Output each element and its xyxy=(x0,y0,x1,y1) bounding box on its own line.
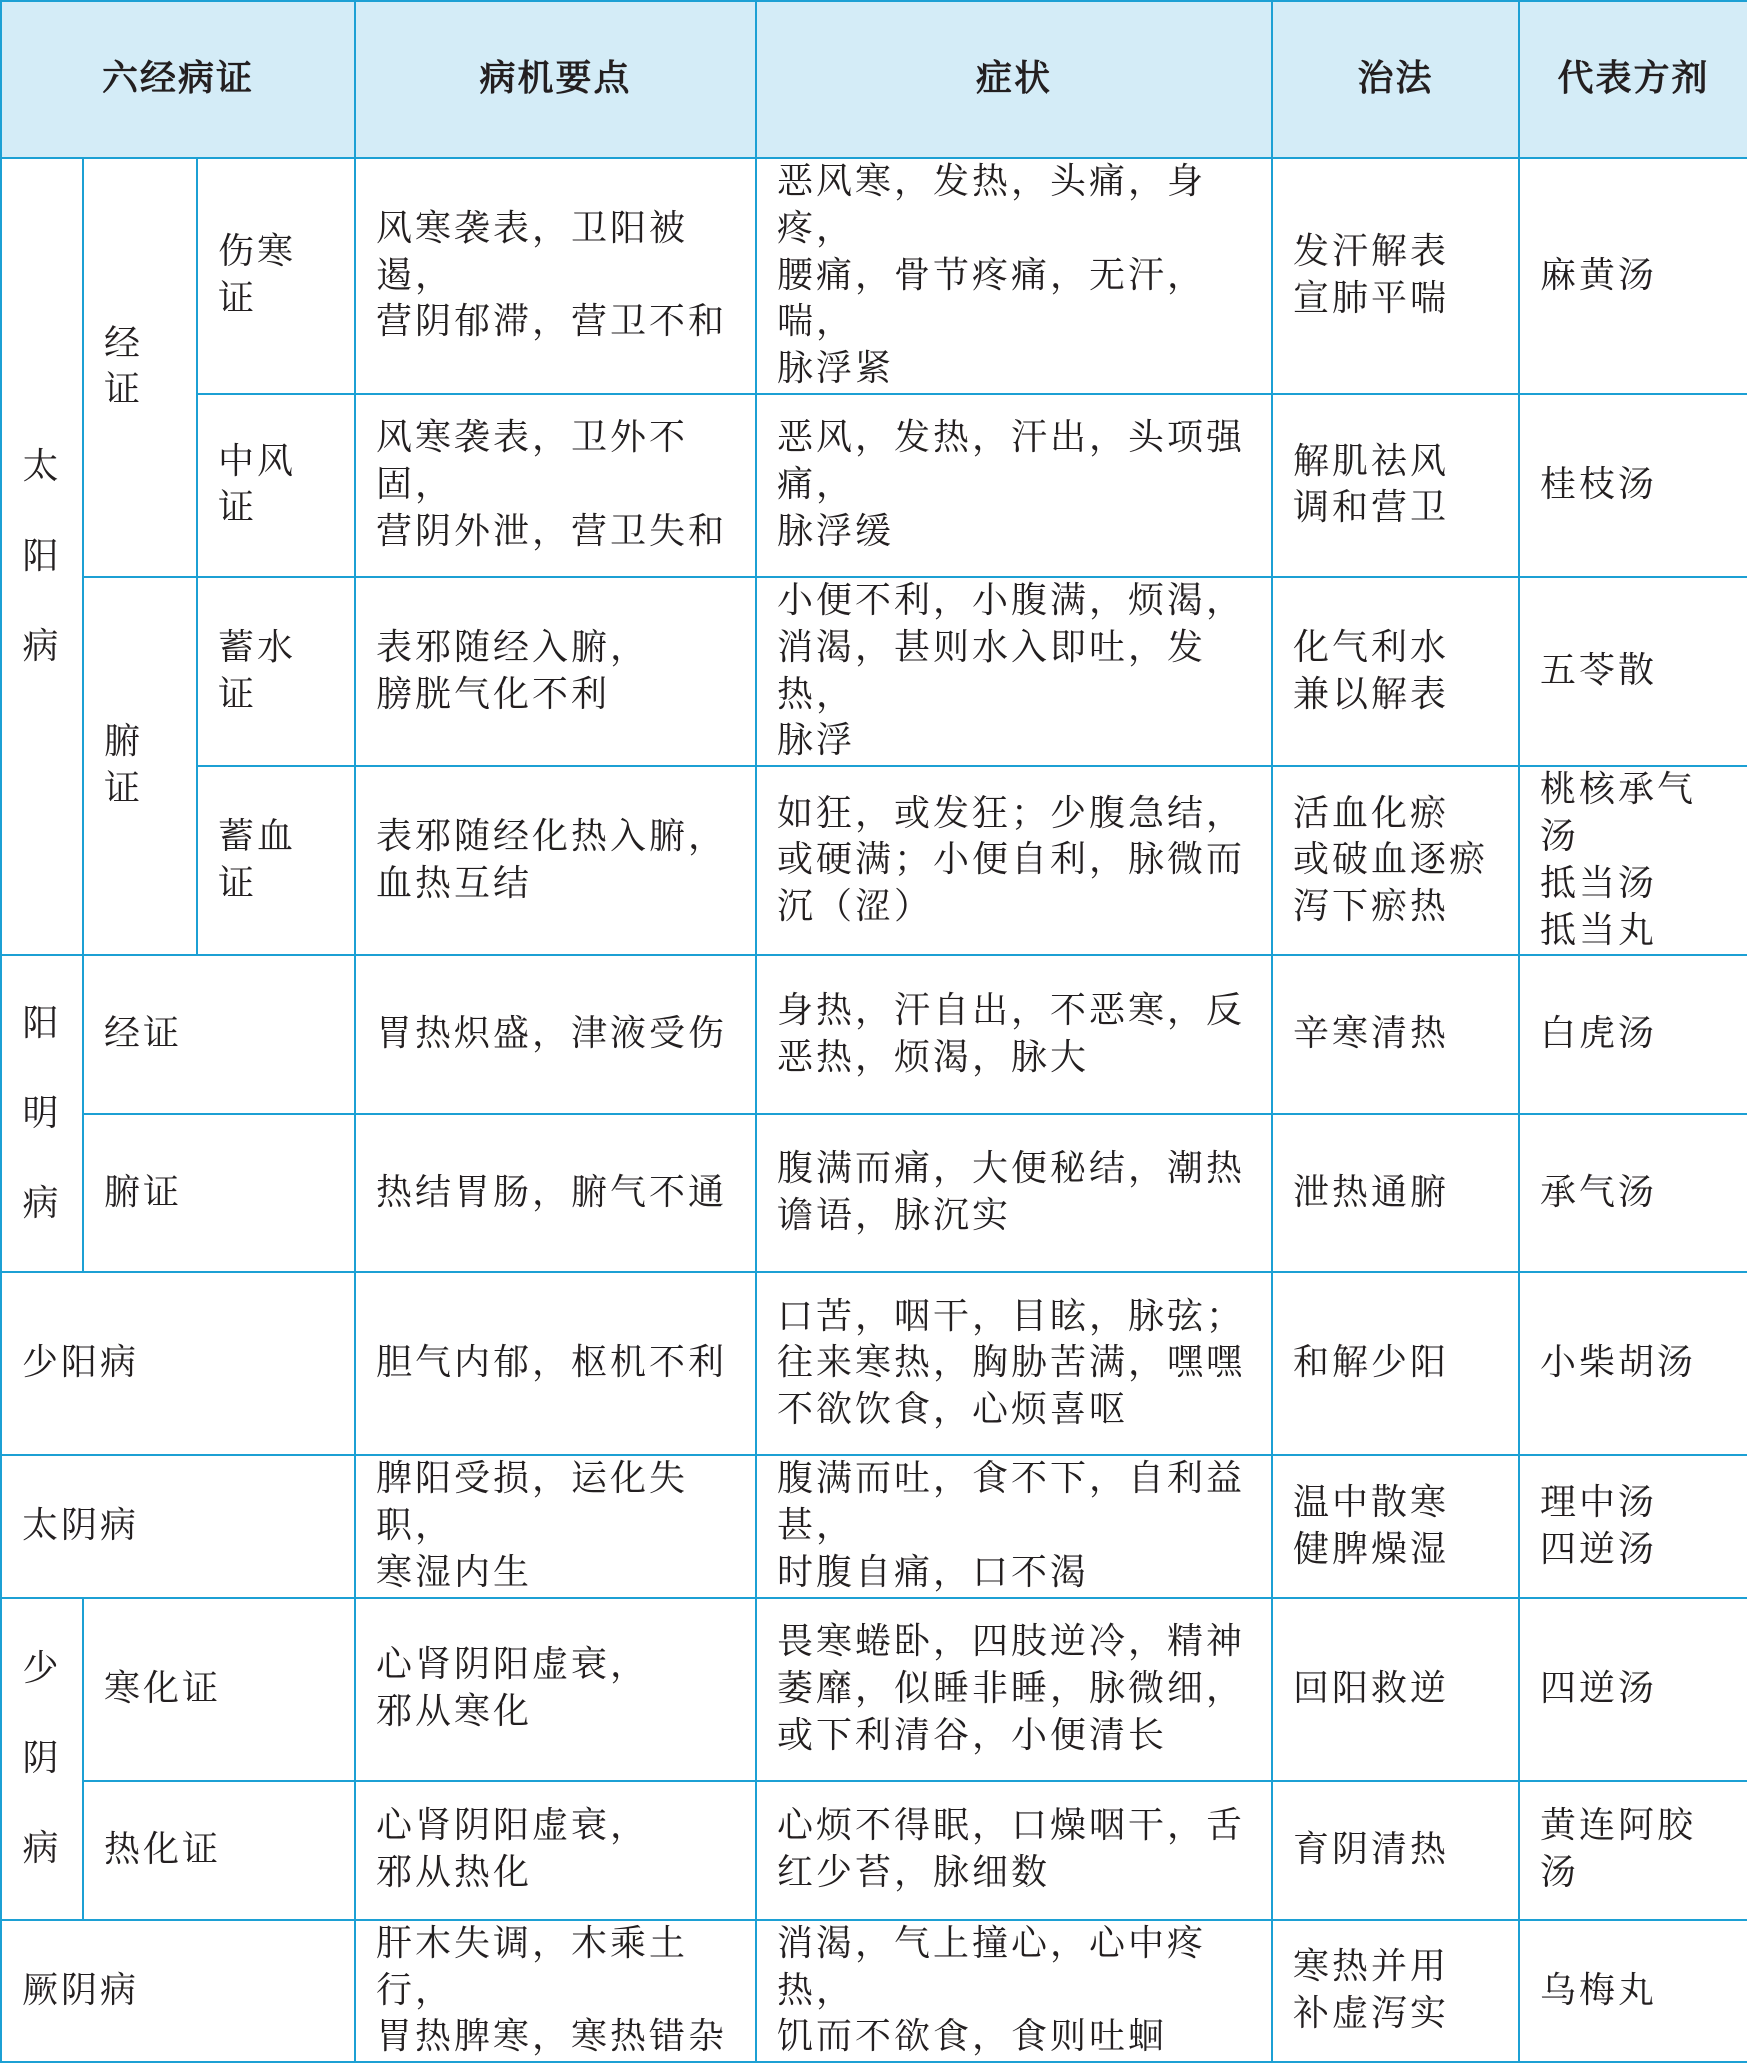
syndrome-name: 少阳病 xyxy=(1,1272,355,1455)
table-row xyxy=(1,766,1747,955)
pathogenesis-cell: 心肾阴阳虚衰， 邪从寒化 xyxy=(355,1598,756,1781)
pathogenesis-cell: 肝木失调，木乘土行， 胃热脾寒，寒热错杂 xyxy=(355,1920,756,2062)
symptoms-cell: 口苦，咽干，目眩，脉弦； 往来寒热，胸胁苦满，嘿嘿 不欲饮食，心烦喜呕 xyxy=(756,1272,1272,1455)
treatment-cell: 辛寒清热 xyxy=(1272,955,1519,1114)
formula-cell: 白虎汤 xyxy=(1519,955,1747,1114)
table-row xyxy=(1,1920,1747,2062)
syndrome-name: 经证 xyxy=(83,955,355,1114)
pathogenesis-cell: 心肾阴阳虚衰， 邪从热化 xyxy=(355,1781,756,1920)
pathogenesis-cell: 胆气内郁，枢机不利 xyxy=(355,1272,756,1455)
symptoms-cell: 腹满而吐，食不下，自利益甚， 时腹自痛，口不渴 xyxy=(756,1455,1272,1597)
formula-cell: 桃核承气汤 抵当汤 抵当丸 xyxy=(1519,766,1747,955)
treatment-cell: 育阴清热 xyxy=(1272,1781,1519,1920)
treatment-cell: 解肌祛风 调和营卫 xyxy=(1272,394,1519,577)
formula-cell: 小柴胡汤 xyxy=(1519,1272,1747,1455)
header-formula: 代表方剂 xyxy=(1519,1,1747,158)
treatment-cell: 化气利水 兼以解表 xyxy=(1272,577,1519,766)
syndrome-name: 中风证 xyxy=(197,394,355,577)
pathogenesis-cell: 胃热炽盛，津液受伤 xyxy=(355,955,756,1114)
pathogenesis-cell: 风寒袭表，卫外不固， 营阴外泄，营卫失和 xyxy=(355,394,756,577)
syndrome-name: 寒化证 xyxy=(83,1598,355,1781)
formula-cell: 桂枝汤 xyxy=(1519,394,1747,577)
treatment-cell: 发汗解表 宣肺平喘 xyxy=(1272,158,1519,394)
pathogenesis-cell: 表邪随经化热入腑， 血热互结 xyxy=(355,766,756,955)
header-row xyxy=(1,1,1747,158)
syndrome-name: 蓄水证 xyxy=(197,577,355,766)
symptoms-cell: 畏寒蜷卧，四肢逆冷，精神 萎靡，似睡非睡，脉微细， 或下利清谷，小便清长 xyxy=(756,1598,1272,1781)
symptoms-cell: 消渴，气上撞心，心中疼热， 饥而不欲食，食则吐蛔 xyxy=(756,1920,1272,2062)
symptoms-cell: 小便不利，小腹满，烦渴， 消渴，甚则水入即吐，发热， 脉浮 xyxy=(756,577,1272,766)
table-row xyxy=(1,1455,1747,1597)
formula-cell: 承气汤 xyxy=(1519,1114,1747,1273)
header-symptoms: 症状 xyxy=(756,1,1272,158)
pathogenesis-cell: 风寒袭表，卫阳被遏， 营阴郁滞，营卫不和 xyxy=(355,158,756,394)
treatment-cell: 回阳救逆 xyxy=(1272,1598,1519,1781)
yangming-disease-cell: 阳 明 病 xyxy=(1,955,83,1272)
table-row xyxy=(1,1272,1747,1455)
header-pathogenesis: 病机要点 xyxy=(355,1,756,158)
taiyang-channel-cell: 经证 xyxy=(83,158,197,577)
formula-cell: 麻黄汤 xyxy=(1519,158,1747,394)
pathogenesis-cell: 脾阳受损，运化失职， 寒湿内生 xyxy=(355,1455,756,1597)
treatment-cell: 温中散寒 健脾燥湿 xyxy=(1272,1455,1519,1597)
table-row xyxy=(1,955,1747,1114)
formula-cell: 理中汤 四逆汤 xyxy=(1519,1455,1747,1597)
header-treatment: 治法 xyxy=(1272,1,1519,158)
header-category: 六经病证 xyxy=(1,1,355,158)
syndrome-name: 热化证 xyxy=(83,1781,355,1920)
symptoms-cell: 如狂，或发狂；少腹急结， 或硬满；小便自利，脉微而 沉（涩） xyxy=(756,766,1272,955)
pathogenesis-cell: 热结胃肠，腑气不通 xyxy=(355,1114,756,1273)
symptoms-cell: 腹满而痛，大便秘结，潮热 谵语，脉沉实 xyxy=(756,1114,1272,1273)
formula-cell: 黄连阿胶汤 xyxy=(1519,1781,1747,1920)
treatment-cell: 和解少阳 xyxy=(1272,1272,1519,1455)
table-row xyxy=(1,1114,1747,1273)
treatment-cell: 寒热并用 补虚泻实 xyxy=(1272,1920,1519,2062)
symptoms-cell: 恶风寒，发热，头痛，身疼， 腰痛，骨节疼痛，无汗，喘， 脉浮紧 xyxy=(756,158,1272,394)
table-row xyxy=(1,158,1747,394)
syndrome-name: 伤寒证 xyxy=(197,158,355,394)
treatment-cell: 活血化瘀 或破血逐瘀 泻下瘀热 xyxy=(1272,766,1519,955)
table-row xyxy=(1,1598,1747,1781)
table-row xyxy=(1,394,1747,577)
symptoms-cell: 心烦不得眠，口燥咽干，舌 红少苔，脉细数 xyxy=(756,1781,1272,1920)
syndrome-name: 蓄血证 xyxy=(197,766,355,955)
taiyang-fu-cell: 腑证 xyxy=(83,577,197,955)
shaoyin-disease-cell: 少 阴 病 xyxy=(1,1598,83,1920)
symptoms-cell: 身热，汗自出，不恶寒，反 恶热，烦渴，脉大 xyxy=(756,955,1272,1114)
syndrome-name: 腑证 xyxy=(83,1114,355,1273)
taiyang-disease-cell: 太 阳 病 xyxy=(1,158,83,955)
syndrome-name: 厥阴病 xyxy=(1,1920,355,2062)
formula-cell: 四逆汤 xyxy=(1519,1598,1747,1781)
symptoms-cell: 恶风，发热，汗出，头项强痛， 脉浮缓 xyxy=(756,394,1272,577)
table-row xyxy=(1,1781,1747,1920)
formula-cell: 五苓散 xyxy=(1519,577,1747,766)
syndrome-name: 太阴病 xyxy=(1,1455,355,1597)
table-row xyxy=(1,577,1747,766)
pathogenesis-cell: 表邪随经入腑， 膀胱气化不利 xyxy=(355,577,756,766)
formula-cell: 乌梅丸 xyxy=(1519,1920,1747,2062)
treatment-cell: 泄热通腑 xyxy=(1272,1114,1519,1273)
